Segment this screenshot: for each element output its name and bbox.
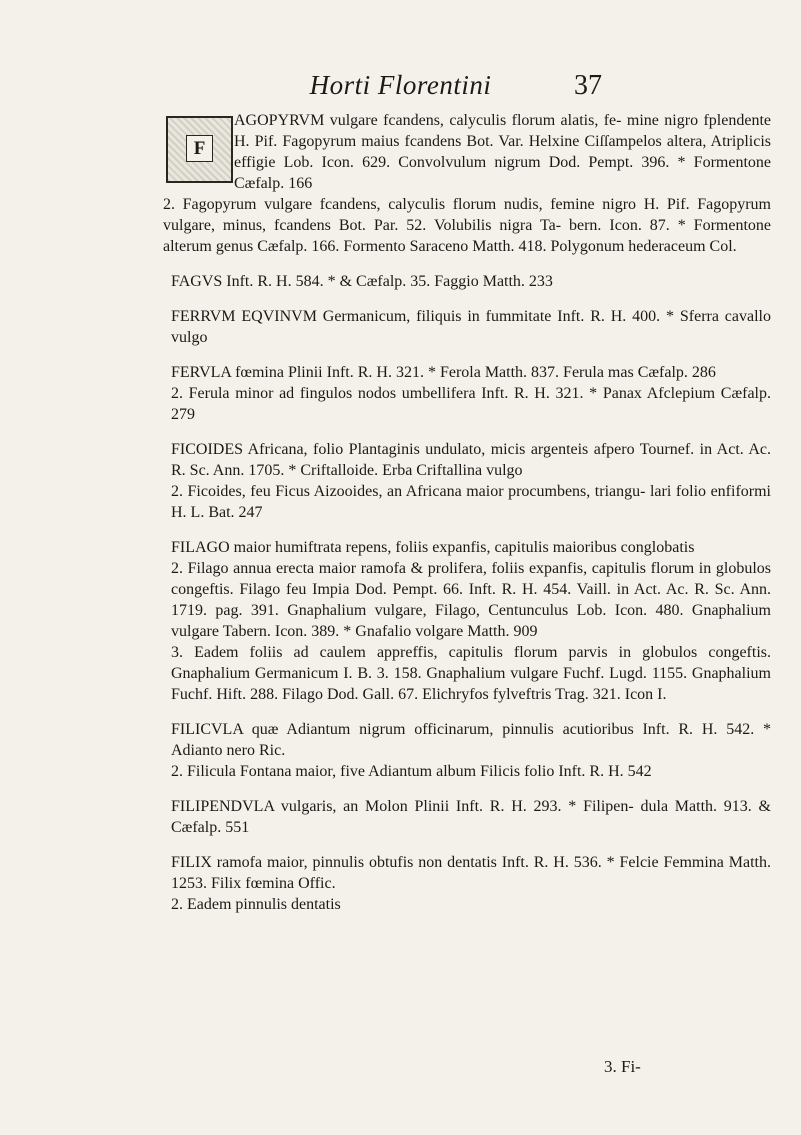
paragraph: FILICVLA quæ Adiantum nigrum officinarum, pinnulis acutioribus Inft. R. H. 542. * Adianto nero Ric. [171, 721, 771, 759]
paragraph: FERRVM EQVINVM Germanicum, filiquis in fummitate Inft. R. H. 400. * Sferra cavallo vulgo [171, 308, 771, 346]
paragraph: FAGVS Inft. R. H. 584. * & Cæfalp. 35. Faggio Matth. 233 [171, 273, 553, 290]
paragraph: FILIPENDVLA vulgaris, an Molon Plinii Inft. R. H. 293. * Filipen- dula Matth. 913. & Cæfalp. 551 [171, 798, 771, 836]
paragraph: FILAGO maior humiftrata repens, foliis expanfis, capitulis maioribus conglobatis [171, 539, 695, 556]
paragraph: 2. Ferula minor ad fingulos nodos umbellifera Inft. R. H. 321. * Panax Afclepium Cæfalp. 279 [171, 385, 771, 423]
page-number: 37 [574, 70, 602, 101]
entry-fagus [171, 271, 771, 292]
paragraph: FILIX ramofa maior, pinnulis obtufis non dentatis Inft. R. H. 536. * Felcie Femmina Matth. 1253. Filix fœmina Offic. [171, 854, 771, 892]
entry-ficoides [171, 439, 771, 523]
entry-filago [171, 537, 771, 705]
paragraph: 3. Eadem foliis ad caulem appreffis, capitulis florum parvis in globulos congeftis. Gnaphalium Germanicum I. B. 3. 158. Gnaphalium vulgare Fuchf. Lugd. 1155. Gnaphalium Fuchf. Hift. 288. Filago Dod. Gall. 67. Elichryfos fylveftris Trag. 321. Icon I. [171, 644, 771, 703]
entry-filipendula [171, 796, 771, 838]
paragraph: 2. Ficoides, feu Ficus Aizooides, an Africana maior procumbens, triangu- lari folio enfiformi H. L. Bat. 247 [171, 483, 771, 521]
entry-filicula [171, 719, 771, 782]
text-column [163, 110, 771, 929]
entry-ferula [171, 362, 771, 425]
paragraph: 2. Filicula Fontana maior, five Adiantum album Filicis folio Inft. R. H. 542 [171, 763, 652, 780]
paragraph: 2. Filago annua erecta maior ramofa & prolifera, foliis expanfis, capitulis florum in globulos congeftis. Filago feu Impia Dod. Pempt. 66. Inft. R. H. 454. Vaill. in Act. Ac. R. Sc. Ann. 1719. pag. 391. Gnaphalium vulgare, Filago, Centunculus Lob. Icon. 480. Gnaphalium vulgare Tabern. Icon. 389. * Gnafalio volgare Matth. 909 [171, 560, 771, 640]
paragraph: AGOPYRVM vulgare fcandens, calyculis florum alatis, fe- mine nigro fplendente H. Pif. Fagopyrum maius fcandens Bot. Var. Helxine Ciſſampelos altera, Atriplicis effigie Lob. Icon. 629. Convolvulum nigrum Dod. Pempt. 396. * Formentone Cæfalp. 166 [234, 112, 771, 192]
paragraph: 2. Eadem pinnulis dentatis [171, 896, 341, 913]
entry-fagopyrum [163, 110, 771, 257]
entry-filix [171, 852, 771, 915]
paragraph: FICOIDES Africana, folio Plantaginis undulato, micis argenteis afpero Tournef. in Act. Ac. R. Sc. Ann. 1705. * Criftalloide. Erba Criftallina vulgo [171, 441, 771, 479]
catchword: 3. Fi- [604, 1057, 641, 1076]
paragraph: FERVLA fœmina Plinii Inft. R. H. 321. * Ferola Matth. 837. Ferula mas Cæfalp. 286 [171, 364, 716, 381]
paragraph: 2. Fagopyrum vulgare fcandens, calyculis florum nudis, femine nigro H. Pif. Fagopyrum vulgare, minus, fcandens Bot. Par. 52. Volubilis nigra Ta- bern. Icon. 87. * Formentone alterum genus Cæfalp. 166. Formento Saraceno Matth. 418. Polygonum hederaceum Col. [163, 196, 771, 255]
entry-ferrum-equinum [171, 306, 771, 348]
running-title: Horti Florentini [309, 70, 492, 100]
initial-letter: F [186, 135, 213, 162]
